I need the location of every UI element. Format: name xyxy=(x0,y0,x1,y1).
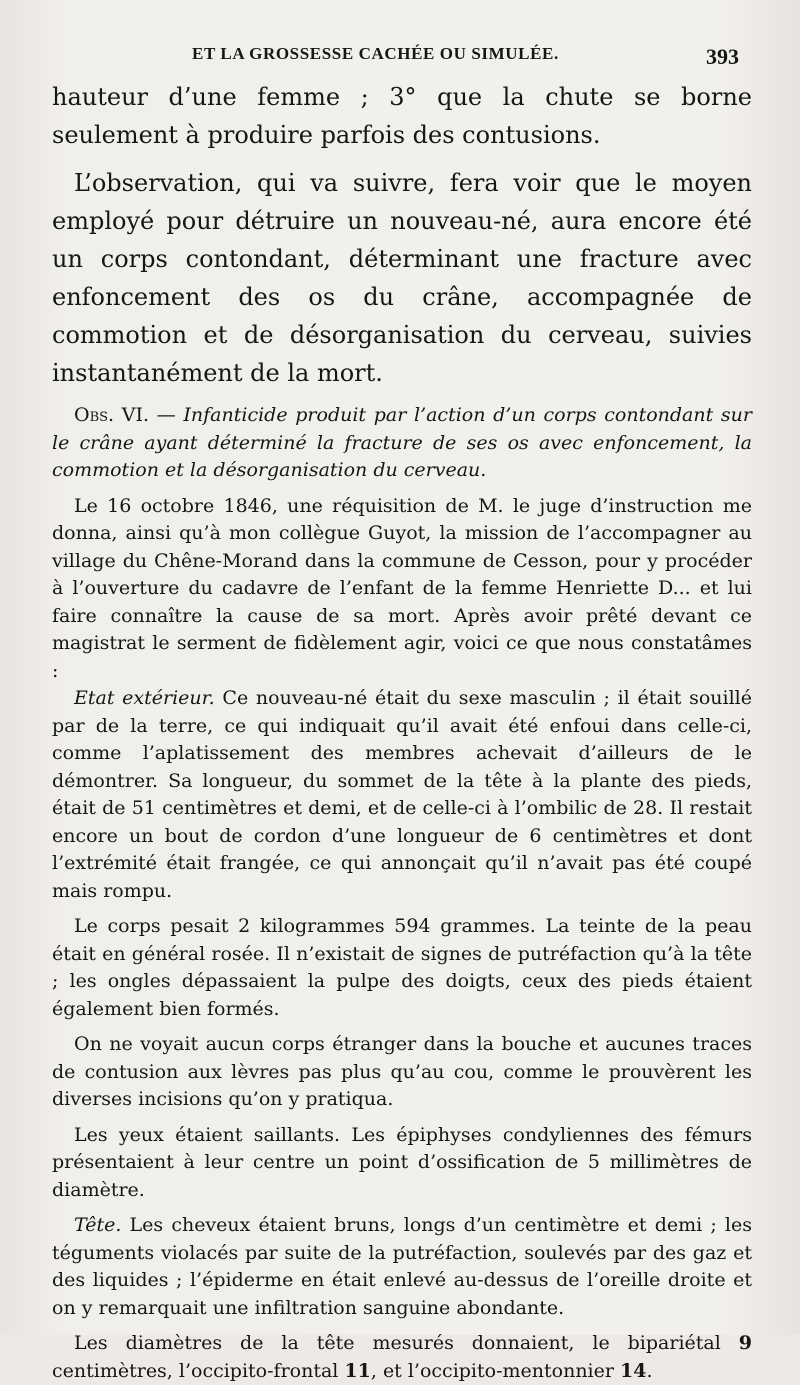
observation-heading xyxy=(52,402,752,485)
diameters-text-mid: centimètres, l’occipito-frontal xyxy=(52,1359,345,1382)
external-state-text: Ce nouveau-né était du sexe masculin ; il était souillé par de la terre, ce qui indiquait qu’il avait été enfoui dans celle-ci, comme l’aplatissement des membres achevait d’ailleurs de le démontrer. Sa longueur, du sommet de la tête à la plante des pieds, était de 51 centimètres et demi, et de celle-ci à l’ombilic de 28. Il restait encore un bout de cordon d’une longueur de 6 centimètres et dont l’extrémité était frangée, ce qui annonçait qu’il n’avait pas été coupé mais rompu. xyxy=(52,687,752,902)
paragraph-head-diameters xyxy=(52,1330,752,1385)
observation-label: Obs. VI. xyxy=(74,404,150,426)
paragraph-eyes: Les yeux étaient saillants. Les épiphyses condyliennes des fémurs présentaient à leur centre un point d’ossification de 5 millimètres de diamètre. xyxy=(52,1123,752,1201)
page-number: 393 xyxy=(706,44,739,69)
head-text: Les cheveux étaient bruns, longs d’un centimètre et demi ; les téguments violacés par suite de la putréfaction, soulevés par des gaz et des liquides ; l’épiderme en était enlevé au-dessus de l’oreille droite et on y remarquait une infiltration sanguine abondante. xyxy=(52,1214,752,1319)
observation-title: Infanticide produit par l’action d’un corps contondant sur le crâne ayant déterminé la fracture de ses os avec enfoncement, la commotion et la désorganisation du cerveau. xyxy=(52,404,752,481)
occipito-frontal-value: 11 xyxy=(344,1359,371,1382)
page-header xyxy=(0,40,800,74)
section-label-head: Tête. xyxy=(74,1214,122,1236)
diameters-text-mid2: , et l’occipito-mentonnier xyxy=(370,1359,620,1382)
paragraph-continuation: hauteur d’une femme ; 3° que la chute se borne seulement à produire parfois des contusions. xyxy=(52,83,752,149)
diameters-text-start: Les diamètres de la tête mesurés donnaient, le bipariétal xyxy=(74,1332,739,1354)
body-text xyxy=(52,78,752,1385)
observation-dash: — xyxy=(149,404,184,426)
occipito-mentonnier-value: 14 xyxy=(620,1359,647,1382)
diameters-text-end: . xyxy=(646,1359,653,1382)
paragraph-body-weight: Le corps pesait 2 kilogrammes 594 grammes. La teinte de la peau était en général rosée. Il n’existait de signes de putréfaction qu’à la tête ; les ongles dépassaient la pulpe des doigts, ceux des pieds étaient également bien formés. xyxy=(52,915,752,1020)
paragraph-requisition: Le 16 octobre 1846, une réquisition de M. le juge d’instruction me donna, ainsi qu’à mon collègue Guyot, la mission de l’accompagner au village du Chêne-Morand dans la commune de Cesson, pour y procéder à l’ouverture du cadavre de l’enfant de la femme Henriette D... et lui faire connaître la cause de sa mort. Après avoir prêté devant ce magistrat le serment de fidèlement agir, voici ce que nous constatâmes : xyxy=(52,494,752,682)
paragraph-foreign-body: On ne voyait aucun corps étranger dans la bouche et aucunes traces de contusion aux lèvres pas plus qu’au cou, comme le prouvèrent les diverses incisions qu’on y pratiqua. xyxy=(52,1033,752,1110)
paragraph-introduction: L’observation, qui va suivre, fera voir que le moyen employé pour détruire un nouveau-né, aura encore été un corps contondant, déterminant une fracture avec enfoncement des os du crâne, accompagnée de commotion et de désorganisation du cerveau, suivies instantanément de la mort. xyxy=(52,169,752,387)
biparietal-value: 9 xyxy=(738,1332,752,1354)
running-title: ET LA GROSSESSE CACHÉE OU SIMULÉE. xyxy=(192,44,559,63)
section-label-external-state: Etat extérieur. xyxy=(74,687,215,709)
paragraph-external-state xyxy=(52,685,752,905)
paragraph-head xyxy=(52,1212,752,1322)
